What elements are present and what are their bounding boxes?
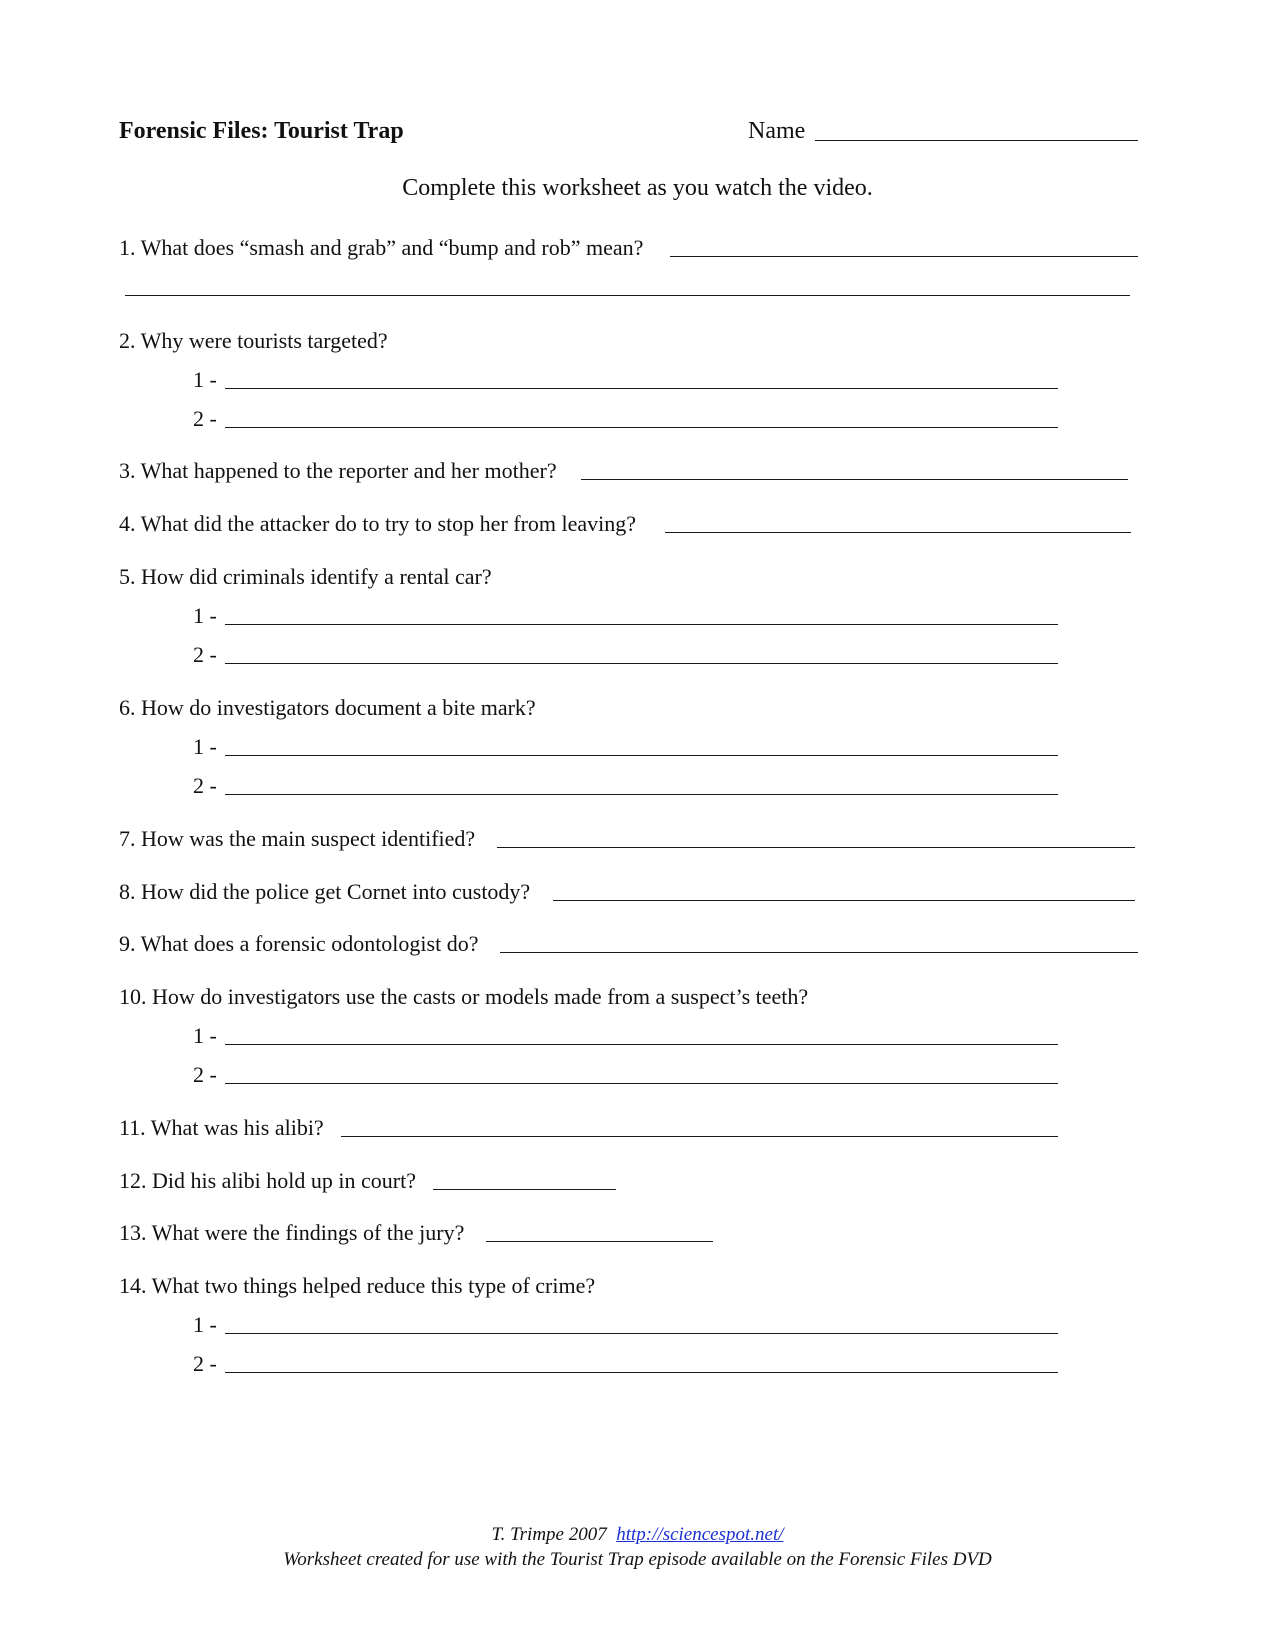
answer-blank-1[interactable] <box>670 256 1138 257</box>
worksheet-title: Forensic Files: Tourist Trap <box>119 118 404 144</box>
question-text: Why were tourists targeted? <box>140 328 388 353</box>
question-text: How did criminals identify a rental car? <box>141 564 492 589</box>
question-number: 7. <box>119 826 136 851</box>
question-12 <box>119 1168 416 1194</box>
question-number: 6. <box>119 695 136 720</box>
answer-blank-14-1[interactable] <box>225 1333 1058 1334</box>
question-number: 2. <box>119 328 136 353</box>
question-number: 13. <box>119 1220 147 1245</box>
question-number: 3. <box>119 458 136 483</box>
answer-blank-9[interactable] <box>500 952 1138 953</box>
sub-answer-label-2: 2 - <box>193 642 217 667</box>
answer-blank-12[interactable] <box>433 1189 616 1190</box>
answer-blank-5-2[interactable] <box>225 663 1058 664</box>
question-number: 9. <box>119 931 136 956</box>
question-number: 8. <box>119 879 136 904</box>
question-2 <box>119 328 388 354</box>
question-number: 5. <box>119 564 136 589</box>
question-text: What does a forensic odontologist do? <box>140 931 479 956</box>
answer-blank-2-2[interactable] <box>225 427 1058 428</box>
answer-blank-7[interactable] <box>497 847 1135 848</box>
question-text: What does “smash and grab” and “bump and rob” mean? <box>140 235 644 260</box>
question-8 <box>119 879 530 905</box>
answer-blank-6-2[interactable] <box>225 794 1058 795</box>
sub-answer-label-2: 2 - <box>193 1062 217 1087</box>
question-text: What happened to the reporter and her mother? <box>140 458 557 483</box>
question-4 <box>119 511 636 537</box>
answer-blank-4[interactable] <box>665 532 1131 533</box>
question-9 <box>119 931 478 957</box>
footer-link[interactable]: http://sciencespot.net/ <box>616 1524 784 1545</box>
question-text: How was the main suspect identified? <box>141 826 476 851</box>
question-text: Did his alibi hold up in court? <box>152 1168 416 1193</box>
question-text: How did the police get Cornet into custody? <box>141 879 531 904</box>
question-number: 12. <box>119 1168 147 1193</box>
question-10 <box>119 984 808 1010</box>
answer-blank-6-1[interactable] <box>225 755 1058 756</box>
question-number: 10. <box>119 984 147 1009</box>
footer-note: Worksheet created for use with the Tourist Trap episode available on the Forensic Files DVD <box>283 1549 992 1570</box>
question-number: 1. <box>119 235 136 260</box>
name-blank[interactable] <box>815 140 1138 141</box>
question-text: What was his alibi? <box>150 1115 324 1140</box>
answer-blank-8[interactable] <box>553 900 1135 901</box>
question-number: 11. <box>119 1115 146 1140</box>
answer-blank-14-2[interactable] <box>225 1372 1058 1373</box>
question-14 <box>119 1273 595 1299</box>
sub-answer-label-1: 1 - <box>193 367 217 392</box>
question-7 <box>119 826 475 852</box>
question-text: How do investigators document a bite mark? <box>141 695 536 720</box>
question-text: What two things helped reduce this type of crime? <box>151 1273 596 1298</box>
sub-answer-label-1: 1 - <box>193 1023 217 1048</box>
answer-blank-11[interactable] <box>341 1136 1058 1137</box>
answer-blank-2-1[interactable] <box>225 388 1058 389</box>
footer-credit-line <box>0 1524 1275 1546</box>
sub-answer-label-1: 1 - <box>193 734 217 759</box>
question-13 <box>119 1220 464 1246</box>
sub-answer-label-1: 1 - <box>193 1312 217 1337</box>
sub-answer-label-1: 1 - <box>193 603 217 628</box>
question-11 <box>119 1115 324 1141</box>
sub-answer-label-2: 2 - <box>193 773 217 798</box>
sub-answer-label-2: 2 - <box>193 406 217 431</box>
question-number: 4. <box>119 511 136 536</box>
question-3 <box>119 458 557 484</box>
answer-blank-13[interactable] <box>486 1241 713 1242</box>
question-6 <box>119 695 536 721</box>
question-text: How do investigators use the casts or models made from a suspect’s teeth? <box>152 984 809 1009</box>
answer-blank-5-1[interactable] <box>225 624 1058 625</box>
question-5 <box>119 564 492 590</box>
question-text: What did the attacker do to try to stop her from leaving? <box>140 511 637 536</box>
question-number: 14. <box>119 1273 147 1298</box>
instructions: Complete this worksheet as you watch the video. <box>402 175 873 201</box>
question-1 <box>119 235 643 261</box>
answer-blank-10-2[interactable] <box>225 1083 1058 1084</box>
footer-credit: T. Trimpe 2007 <box>491 1524 607 1545</box>
name-label: Name <box>748 118 806 144</box>
sub-answer-label-2: 2 - <box>193 1351 217 1376</box>
answer-blank-1-continued[interactable] <box>125 295 1130 296</box>
answer-blank-3[interactable] <box>581 479 1128 480</box>
answer-blank-10-1[interactable] <box>225 1044 1058 1045</box>
question-text: What were the findings of the jury? <box>151 1220 465 1245</box>
